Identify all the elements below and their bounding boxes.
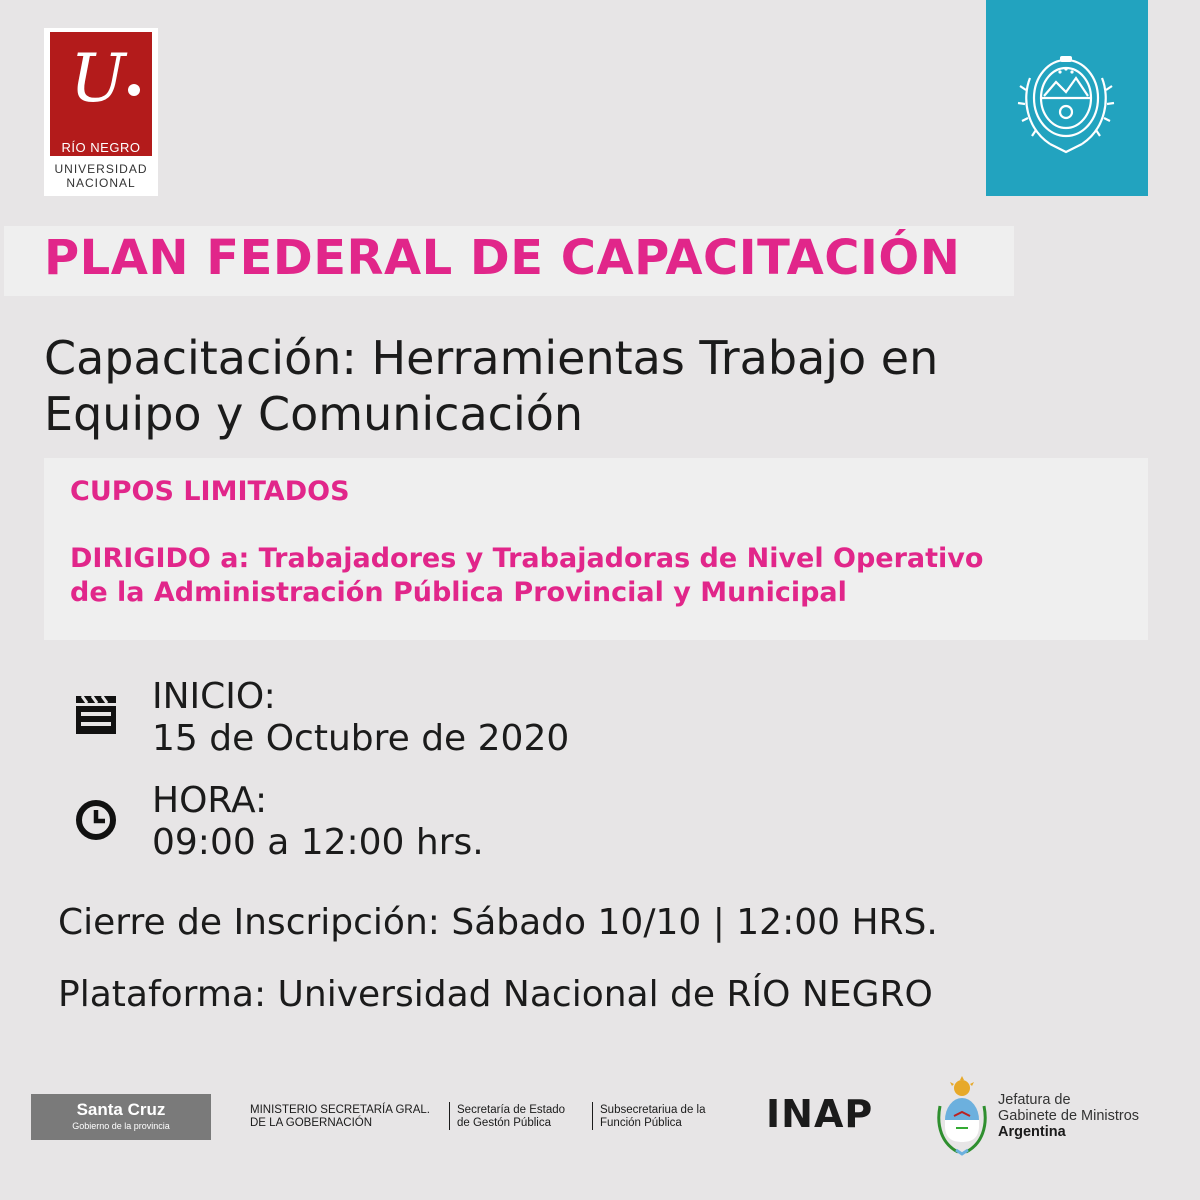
inicio-value: 15 de Octubre de 2020 [152, 718, 570, 759]
cierre-value: Sábado 10/10 | 12:00 HRS. [451, 902, 938, 943]
jefatura-line-1: Jefatura de [998, 1092, 1071, 1108]
santa-cruz-logo [31, 1094, 211, 1140]
subsecretaria-logo [600, 1104, 705, 1130]
dirigido-a [70, 542, 1140, 610]
unrn-logo [44, 28, 158, 196]
santa-cruz-subtitle: Gobierno de la provincia [72, 1121, 170, 1131]
argentina-coat-of-arms-icon [934, 1076, 990, 1156]
course-name-part-2: Equipo y Comunicación [44, 387, 584, 441]
hora-label: HORA: [152, 780, 268, 821]
hora-value: 09:00 a 12:00 hrs. [152, 822, 484, 863]
plataforma [58, 974, 933, 1015]
inicio-label: INICIO: [152, 676, 276, 717]
dirigido-line-2: de la Administración Pública Provincial y Municipal [70, 577, 847, 608]
unrn-logo-universidad: UNIVERSIDAD [54, 162, 148, 176]
cupos-limitados: CUPOS LIMITADOS [70, 476, 350, 507]
santa-cruz-name: Santa Cruz [76, 1100, 166, 1119]
clapperboard-icon [74, 692, 118, 736]
course-name-part-1: Herramientas Trabajo en [371, 331, 939, 385]
secretaria-line-1: Secretaría de Estado [457, 1104, 566, 1116]
unrn-logo-rio-negro: RÍO NEGRO [61, 140, 141, 155]
plataforma-label: Plataforma: [58, 974, 267, 1015]
unrn-logo-letter: U [70, 40, 126, 117]
unrn-logo-caption [44, 162, 158, 190]
clock-icon [74, 798, 118, 842]
course-title [44, 330, 1154, 442]
cierre-inscripcion [58, 902, 938, 943]
footer-divider [449, 1102, 450, 1130]
secretaria-line-2: de Gestón Pública [457, 1117, 551, 1129]
unrn-logo-mark [50, 32, 152, 156]
ministerio-line-2: DE LA GOBERNACIÓN [250, 1117, 373, 1129]
inap-logo: INAP [766, 1092, 874, 1136]
cierre-label: Cierre de Inscripción: [58, 902, 440, 943]
course-label: Capacitación: [44, 331, 357, 385]
ministerio-logo [250, 1104, 430, 1130]
subsecretaria-line-1: Subsecretariua de la [600, 1104, 706, 1116]
page-title: PLAN FEDERAL DE CAPACITACIÓN [44, 230, 961, 286]
jefatura-line-2: Gabinete de Ministros [998, 1108, 1140, 1124]
subsecretaria-line-2: Función Pública [600, 1117, 682, 1129]
secretaria-logo [457, 1104, 565, 1130]
santa-cruz-coat-of-arms-icon [1016, 48, 1116, 160]
jefatura-country: Argentina [998, 1124, 1066, 1140]
unrn-logo-dot [128, 84, 140, 96]
jefatura-logo [998, 1092, 1139, 1140]
plataforma-value: Universidad Nacional de RÍO NEGRO [277, 974, 933, 1015]
footer-divider [592, 1102, 593, 1130]
jefatura-line-3 [998, 1124, 1139, 1140]
dirigido-line-1: DIRIGIDO a: Trabajadores y Trabajadoras de Nivel Operativo [70, 543, 984, 574]
unrn-logo-nacional: NACIONAL [66, 176, 136, 190]
santa-cruz-emblem-box [986, 0, 1148, 196]
ministerio-line-1: MINISTERIO SECRETARÍA GRAL. [250, 1104, 430, 1116]
course-title-line-1 [44, 330, 1154, 386]
